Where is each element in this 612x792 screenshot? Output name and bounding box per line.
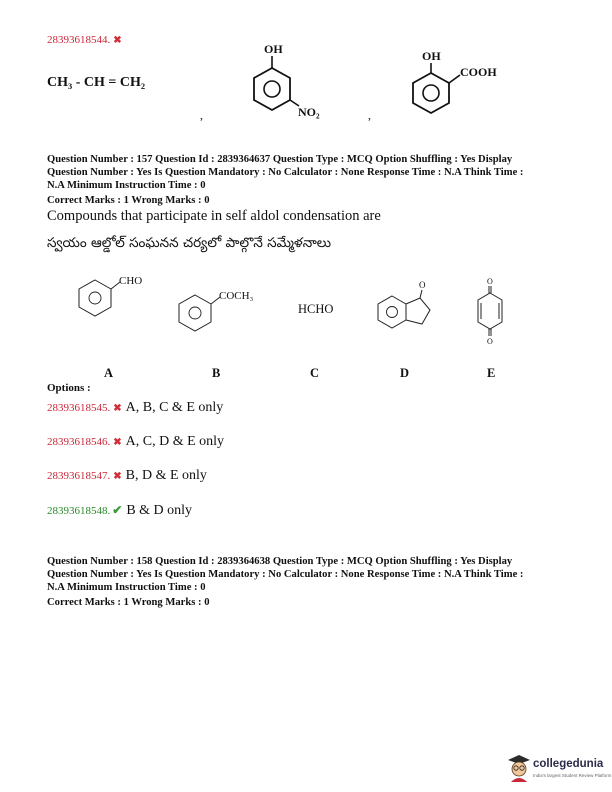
compound-a-benzaldehyde (70, 270, 150, 328)
m-nitrophenol-structure (235, 40, 330, 122)
label-b: B (212, 366, 221, 380)
option-id: 28393618545. (47, 402, 111, 414)
wrong-mark-icon: ✖ (113, 35, 122, 46)
logo-name: collegedunia (533, 758, 604, 770)
option-text: B & D only (126, 503, 193, 518)
option-text: B, D & E only (125, 468, 207, 483)
option-text: A, C, D & E only (125, 434, 225, 449)
compound-b-acetophenone (170, 285, 265, 343)
logo-tagline: India's largest Student Review Platform (533, 773, 612, 778)
o-label: O (487, 277, 493, 286)
propene-structure: CH₃ - CH = CH₂ (47, 75, 146, 90)
option-row[interactable] (47, 466, 207, 484)
student-mascot-icon (506, 752, 532, 784)
question-text-telugu: స్వయం ఆల్డోల్ సంఘనన చర్యలో పాల్గొనే సమ్మేళనాలు (47, 235, 332, 251)
wrong-mark-icon: ✖ (113, 437, 122, 448)
option-id: 28393618546. (47, 436, 111, 448)
label-a: A (104, 366, 114, 380)
oh-label: OH (264, 42, 283, 56)
option-id: 28393618544. (47, 34, 111, 46)
coch3-label: COCH₃ (219, 290, 254, 302)
option-row-correct[interactable] (47, 501, 192, 519)
wrong-mark-icon: ✖ (113, 471, 122, 482)
options-label: Options : (47, 382, 91, 394)
prev-option-row (47, 30, 122, 48)
marks: Correct Marks : 1 Wrong Marks : 0 (47, 195, 210, 206)
compound-c-formaldehyde: HCHO (298, 302, 334, 316)
option-text: A, B, C & E only (125, 400, 224, 415)
question-meta: Question Number : 157 Question Id : 2839364637 Question Type : MCQ Option Shuffling : Yes Display Question Number : Yes Is Question Mandatory : No Calculator : None Response Time : N.A Think Time : N.A Minimum Instruction Time : 0 Correct Marks : 1 Wrong Marks : 0 (47, 153, 587, 207)
option-row[interactable] (47, 432, 224, 450)
question-meta: Question Number : 158 Question Id : 2839364638 Question Type : MCQ Option Shuffling : Yes Display Question Number : Yes Is Question Mandatory : No Calculator : None Response Time : N.A Think Time : N.A Minimum Instruction Time : 0 Correct Marks : 1 Wrong Marks : 0 (47, 555, 587, 609)
cho-label: CHO (119, 275, 143, 287)
option-row[interactable] (47, 398, 223, 416)
o-label: O (487, 337, 493, 346)
marks: Correct Marks : 1 Wrong Marks : 0 (47, 597, 210, 608)
cooh-label: COOH (460, 65, 497, 79)
oh-label: OH (422, 49, 441, 63)
separator: , (368, 108, 371, 122)
collegedunia-logo (506, 752, 612, 786)
label-c: C (310, 366, 320, 380)
wrong-mark-icon: ✖ (113, 403, 122, 414)
salicylic-acid-structure (400, 45, 510, 120)
compound-e-benzoquinone (470, 275, 510, 347)
no2-label: NO₂ (298, 105, 320, 119)
label-d: D (400, 366, 410, 380)
o-label: O (419, 280, 426, 290)
option-id: 28393618548. (47, 505, 111, 517)
label-e: E (487, 366, 496, 380)
question-text: Compounds that participate in self aldol condensation are (47, 208, 381, 224)
option-id: 28393618547. (47, 470, 111, 482)
compound-d-indanone (370, 278, 450, 336)
separator: , (200, 108, 203, 122)
check-mark-icon: ✔ (112, 503, 123, 517)
